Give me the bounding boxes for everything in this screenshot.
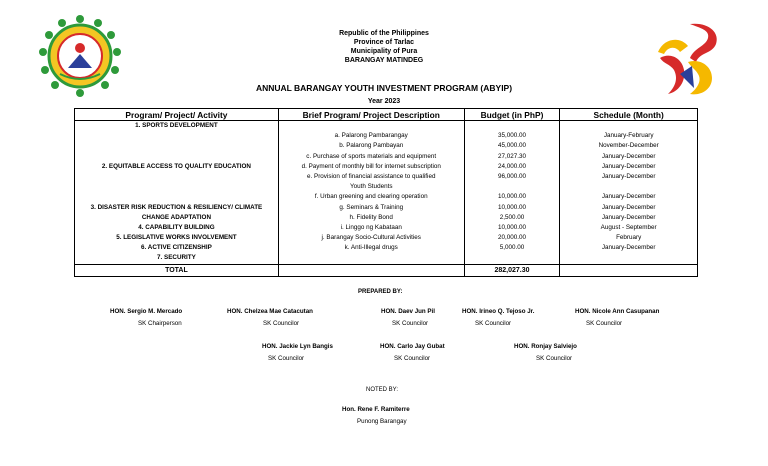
prepared-by-label: PREPARED BY:: [358, 289, 403, 295]
description-item: g. Seminars & Training: [339, 203, 404, 211]
column-header-program: Program/ Project/ Activity: [75, 109, 279, 121]
schedule-item: January-December: [601, 213, 656, 221]
signatory-name: HON. Nicole Ann Casupanan: [575, 308, 660, 315]
program-item: [75, 152, 278, 162]
budget-item: 27,027.30: [497, 152, 526, 160]
schedule-column: [560, 121, 698, 265]
schedule-item: November-December: [598, 142, 659, 150]
budget-item: 2,500.00: [499, 213, 525, 221]
budget-column: [464, 121, 560, 265]
schedule-item: January-December: [601, 244, 656, 252]
signatory-role: SK Councilor: [394, 355, 431, 362]
signatory-name: HON. Irineo Q. Tejoso Jr.: [462, 308, 535, 315]
signatory-role: SK Councilor: [263, 320, 300, 327]
signatory-name: HON. Jackie Lyn Bangis: [262, 343, 333, 350]
document-title: ANNUAL BARANGAY YOUTH INVESTMENT PROGRAM (ABYIP): [255, 83, 513, 93]
schedule-item: January-December: [601, 152, 656, 160]
signatory-role: SK Councilor: [586, 320, 623, 327]
total-empty-cell: [278, 264, 464, 276]
noted-signatory-name: Hon. Rene F. Ramiterre: [342, 406, 410, 413]
column-header-budget: Budget (in PhP): [464, 109, 560, 121]
description-item: i. Linggo ng Kabataan: [340, 223, 402, 231]
schedule-list: [560, 121, 697, 264]
total-empty-cell: [560, 264, 698, 276]
signatory-role: SK Councilor: [268, 355, 305, 362]
schedule-item: February: [616, 234, 642, 242]
signatory-name: HON. Daev Jun Pil: [381, 308, 435, 315]
total-value: 282,027.30: [464, 264, 560, 276]
description-item: k. Anti-Illegal drugs: [344, 244, 398, 252]
budget-item: 10,000.00: [497, 193, 526, 201]
signatory-name: HON. Sergio M. Mercado: [110, 308, 183, 315]
header-municipality: Municipality of Pura: [350, 48, 418, 55]
table-header-row: [75, 109, 698, 121]
column-header-schedule: Schedule (Month): [560, 109, 698, 121]
description-item: a. Palarong Pambarangay: [334, 132, 408, 140]
program-item: 5. LEGISLATIVE WORKS INVOLVEMENT: [116, 234, 237, 242]
budget-item: 20,000.00: [497, 234, 526, 242]
document-year: Year 2023: [367, 98, 401, 105]
schedule-item: [560, 121, 697, 131]
schedule-item: January-February: [603, 132, 654, 140]
description-item: [279, 253, 464, 263]
signatory-role: SK Councilor: [475, 320, 512, 327]
total-row: [75, 264, 698, 276]
description-item: h. Fidelity Bond: [349, 213, 393, 221]
schedule-item: [560, 253, 697, 263]
budget-item: [465, 253, 560, 263]
abyip-table: [74, 108, 698, 277]
program-item: 1. SPORTS DEVELOPMENT: [135, 122, 218, 129]
program-item: 6. ACTIVE CITIZENSHIP: [141, 244, 212, 252]
program-item: 3. DISASTER RISK REDUCTION & RESILIENCY/ CLIMATE: [90, 203, 263, 211]
description-item: j. Barangay Socio-Cultural Activities: [321, 234, 421, 242]
schedule-item: January-December: [601, 203, 656, 211]
budget-item: 35,000.00: [497, 132, 526, 140]
description-item: Youth Students: [349, 183, 393, 191]
budget-item: 10,000.00: [497, 203, 526, 211]
program-item: CHANGE ADAPTATION: [141, 213, 211, 221]
program-item: 4. CAPABILITY BUILDING: [138, 223, 215, 231]
signatory-name: HON. Chelzea Mae Catacutan: [227, 308, 313, 315]
table-body-row: [75, 121, 698, 265]
budget-item: 45,000.00: [497, 142, 526, 150]
noted-by-label: NOTED BY:: [366, 387, 399, 393]
header-province: Province of Tarlac: [353, 39, 415, 46]
program-item: [75, 182, 278, 192]
signatory-role: SK Councilor: [392, 320, 429, 327]
description-item: [279, 121, 464, 131]
total-label: TOTAL: [75, 264, 279, 276]
description-item: d. Payment of monthly bill for internet subscription: [301, 162, 441, 170]
header-republic: Republic of the Philippines: [339, 30, 429, 37]
program-item: 7. SECURITY: [157, 254, 196, 262]
budget-item: 96,000.00: [497, 172, 526, 180]
schedule-item: January-December: [601, 193, 656, 201]
description-item: c. Purchase of sports materials and equipment: [306, 152, 437, 160]
schedule-item: August - September: [600, 223, 657, 231]
schedule-item: January-December: [601, 162, 656, 170]
description-item: b. Palarong Pambayan: [339, 142, 404, 150]
column-header-description: Brief Program/ Project Description: [278, 109, 464, 121]
budget-item: [465, 121, 560, 131]
budget-item: [465, 182, 560, 192]
budget-item: 5,000.00: [499, 244, 525, 252]
signatory-name: HON. Carlo Jay Gubat: [380, 343, 445, 350]
signatory-role: SK Chairperson: [138, 320, 182, 327]
description-item: f. Urban greening and clearing operation: [314, 193, 428, 201]
schedule-item: [560, 182, 697, 192]
program-list: [75, 121, 278, 264]
program-item: [75, 141, 278, 151]
program-column: [75, 121, 279, 265]
signatory-role: SK Councilor: [536, 355, 573, 362]
program-item: 2. EQUITABLE ACCESS TO QUALITY EDUCATION: [101, 162, 251, 170]
schedule-item: January-December: [601, 172, 656, 180]
program-item: [75, 172, 278, 182]
budget-list: [465, 121, 560, 264]
noted-signatory-role: Punong Barangay: [357, 418, 407, 425]
budget-item: 24,000.00: [497, 162, 526, 170]
header-barangay: BARANGAY MATINDEG: [344, 57, 424, 64]
program-item: [75, 192, 278, 202]
description-list: [279, 121, 464, 264]
signatory-name: HON. Ronjay Salviejo: [514, 343, 577, 350]
description-item: e. Provision of financial assistance to qualified: [307, 172, 436, 180]
description-column: [278, 121, 464, 265]
program-item: [75, 131, 278, 141]
budget-item: 10,000.00: [497, 223, 526, 231]
